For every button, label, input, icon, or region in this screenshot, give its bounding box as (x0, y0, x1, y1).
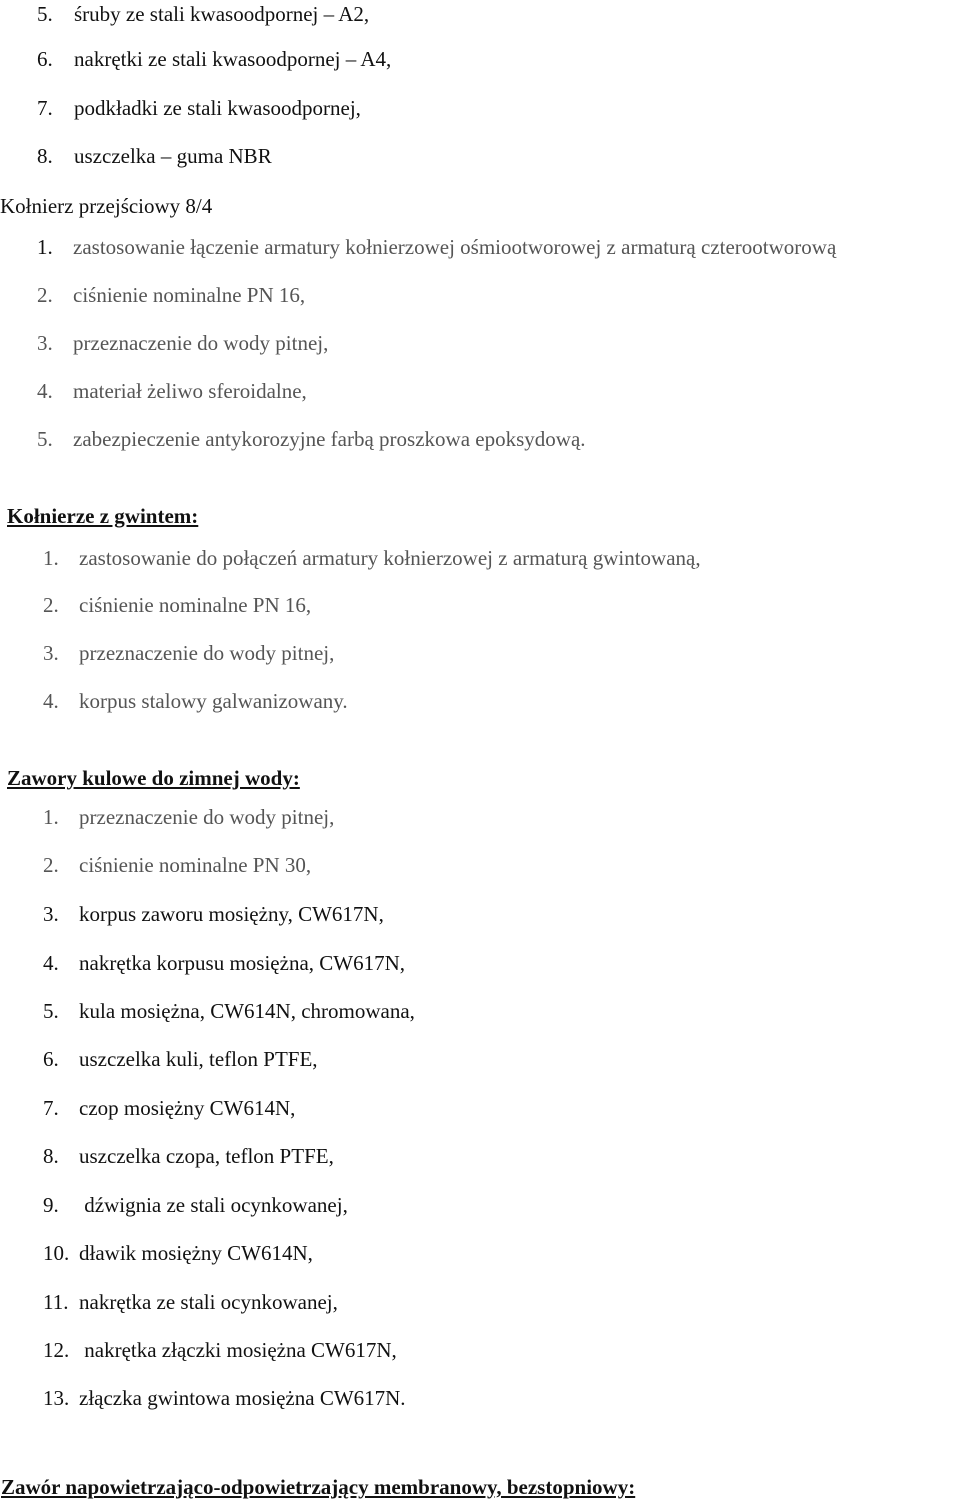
list-item (43, 1337, 397, 1363)
list-text: czop mosiężny CW614N, (79, 1096, 296, 1120)
list-text: przeznaczenie do wody pitnej, (73, 331, 329, 355)
list-item (43, 1192, 348, 1218)
list-item (43, 1240, 313, 1266)
list-text: podkładki ze stali kwasoodpornej, (74, 96, 361, 120)
list-text: ciśnienie nominalne PN 16, (73, 283, 306, 307)
list-item (43, 1385, 406, 1411)
list-text: zabezpieczenie antykorozyjne farbą proszkowa epoksydową. (73, 427, 586, 451)
list-text: nakrętka ze stali ocynkowanej, (79, 1290, 338, 1314)
list-text: dźwignia ze stali ocynkowanej, (79, 1193, 348, 1217)
list-item (43, 998, 415, 1024)
list-number: 9. (43, 1193, 59, 1217)
list-number: 1. (43, 805, 59, 829)
list-item (37, 426, 586, 452)
list-text: uszczelka kuli, teflon PTFE, (79, 1047, 318, 1071)
list-number: 7. (43, 1096, 59, 1120)
list-text: zastosowanie łączenie armatury kołnierzowej ośmiootworowej z armaturą czterootworową (73, 235, 837, 259)
list-item (43, 1289, 338, 1315)
list-item (43, 640, 334, 666)
list-item (37, 95, 361, 121)
list-text: przeznaczenie do wody pitnej, (79, 641, 335, 665)
list-number: 3. (43, 902, 59, 926)
list-number: 13. (43, 1386, 70, 1410)
list-number: 2. (43, 593, 59, 617)
list-item (43, 545, 701, 571)
section-heading-membrane: Zawór napowietrzająco-odpowietrzający membranowy, bezstopniowy: (1, 1475, 636, 1499)
list-text: korpus stalowy galwanizowany. (79, 689, 348, 713)
list-item (37, 1, 369, 27)
list-number: 1. (37, 235, 53, 259)
list-number: 2. (37, 283, 53, 307)
list-item (37, 46, 391, 72)
list-item (43, 1046, 318, 1072)
list-text: materiał żeliwo sferoidalne, (73, 379, 307, 403)
list-item (43, 950, 405, 976)
list-number: 8. (37, 144, 53, 168)
list-text: nakrętki ze stali kwasoodpornej – A4, (74, 47, 392, 71)
list-text: ciśnienie nominalne PN 16, (79, 593, 312, 617)
list-number: 4. (43, 951, 59, 975)
list-number: 5. (37, 427, 53, 451)
list-item (43, 804, 334, 830)
list-number: 8. (43, 1144, 59, 1168)
list-number: 3. (37, 331, 53, 355)
list-text: uszczelka – guma NBR (74, 144, 272, 168)
list-item (43, 592, 311, 618)
list-item (43, 901, 384, 927)
list-number: 10. (43, 1241, 70, 1265)
list-item (37, 282, 305, 308)
list-number: 1. (43, 546, 59, 570)
list-item (37, 143, 272, 169)
list-number: 11. (43, 1290, 69, 1314)
section-heading-valves: Zawory kulowe do zimnej wody: (7, 766, 300, 790)
list-text: ciśnienie nominalne PN 30, (79, 853, 312, 877)
list-item (43, 1143, 334, 1169)
list-text: kula mosiężna, CW614N, chromowana, (79, 999, 415, 1023)
list-item (37, 234, 836, 260)
list-text: przeznaczenie do wody pitnej, (79, 805, 335, 829)
list-number: 2. (43, 853, 59, 877)
section-heading-threaded: Kołnierze z gwintem: (7, 504, 199, 528)
list-number: 3. (43, 641, 59, 665)
list-text: uszczelka czopa, teflon PTFE, (79, 1144, 334, 1168)
list-number: 4. (43, 689, 59, 713)
list-number: 5. (37, 2, 53, 26)
list-number: 6. (43, 1047, 59, 1071)
list-text: korpus zaworu mosiężny, CW617N, (79, 902, 384, 926)
list-text: dławik mosiężny CW614N, (79, 1241, 313, 1265)
list-number: 6. (37, 47, 53, 71)
list-item (43, 852, 311, 878)
list-text: nakrętka złączki mosiężna CW617N, (79, 1338, 397, 1362)
list-item (37, 330, 328, 356)
list-number: 12. (43, 1338, 70, 1362)
section-heading-flange: Kołnierz przejściowy 8/4 (0, 194, 213, 218)
list-item (43, 688, 348, 714)
list-text: zastosowanie do połączeń armatury kołnierzowej z armaturą gwintowaną, (79, 546, 701, 570)
list-item (43, 1095, 295, 1121)
list-text: nakrętka korpusu mosiężna, CW617N, (79, 951, 406, 975)
list-text: śruby ze stali kwasoodpornej – A2, (74, 2, 370, 26)
list-text: złączka gwintowa mosiężna CW617N. (79, 1386, 406, 1410)
list-number: 5. (43, 999, 59, 1023)
list-number: 4. (37, 379, 53, 403)
list-number: 7. (37, 96, 53, 120)
list-item (37, 378, 307, 404)
